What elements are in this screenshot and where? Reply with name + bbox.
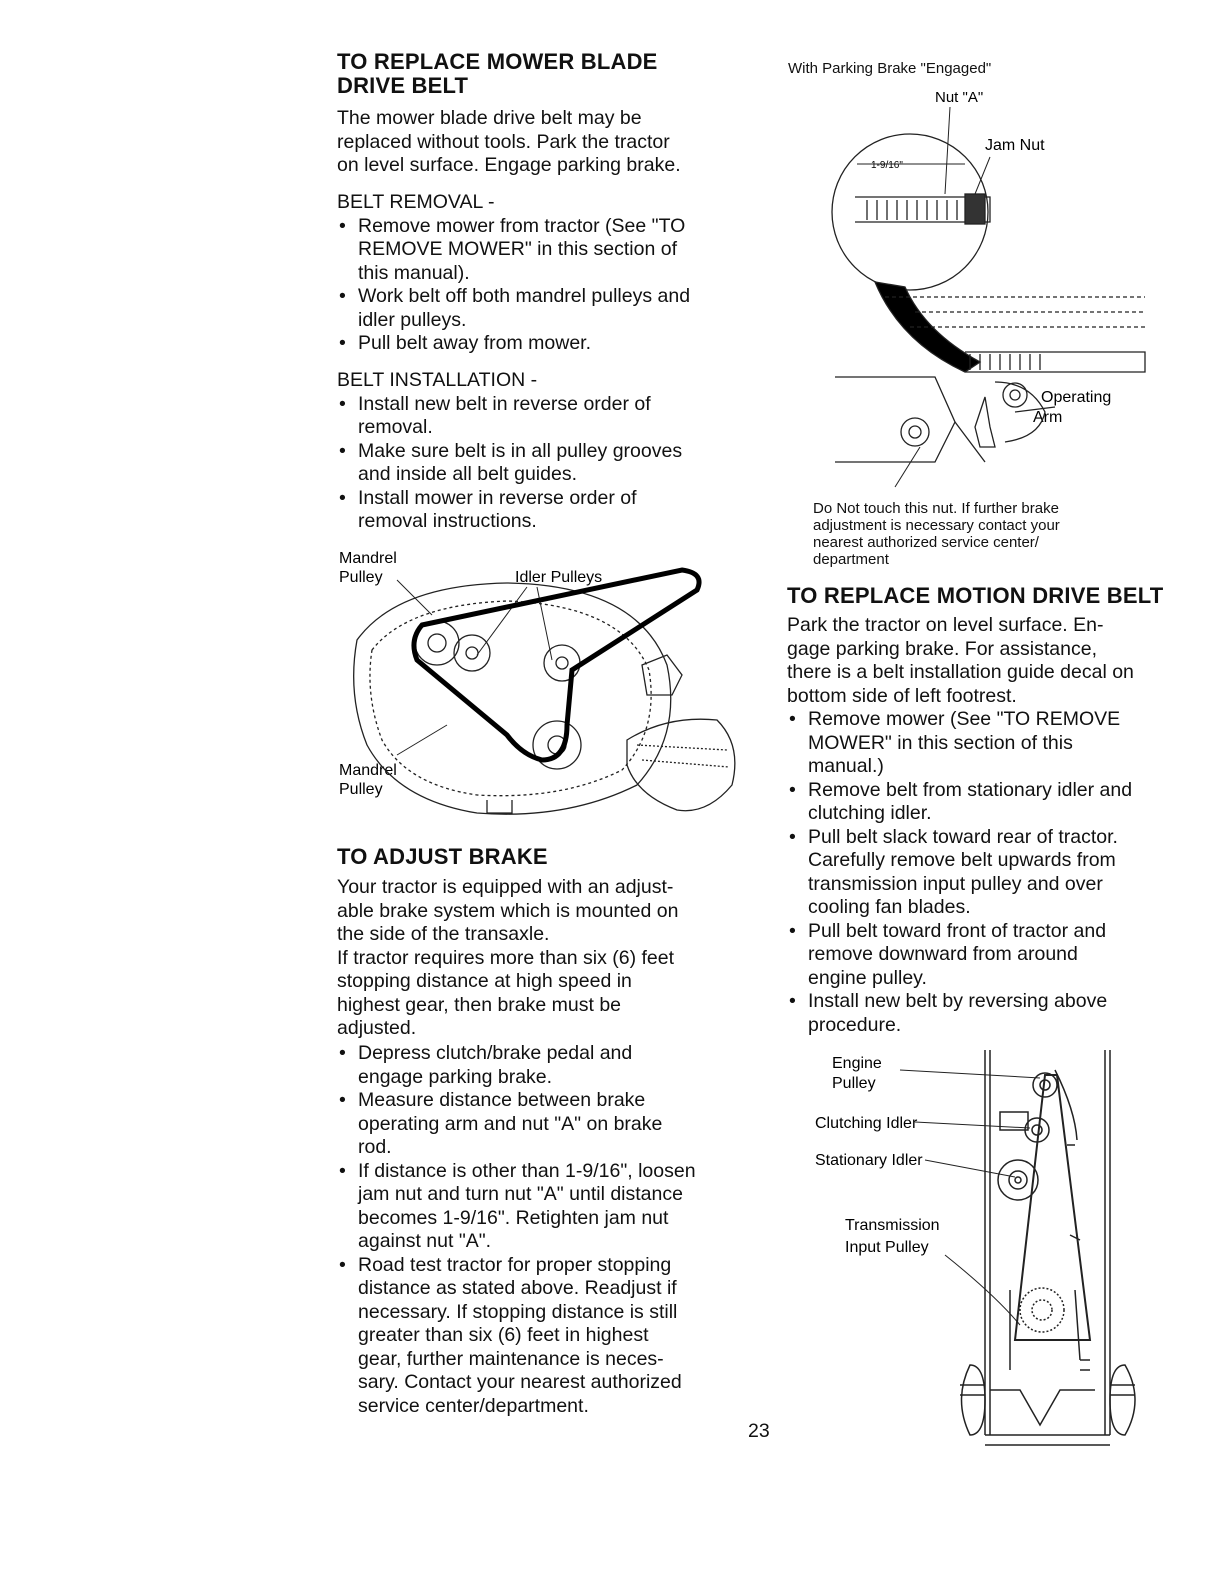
list-item: • Pull belt slack toward rear of tractor. Carefully remove belt upwards from transmission input pulley and over cooling fan blades. <box>787 826 1132 920</box>
list-item: • Depress clutch/brake pedal and engage parking brake. <box>337 1042 696 1089</box>
belt-heading: TO REPLACE MOWER BLADE DRIVE BELT <box>337 49 658 98</box>
belt-intro: The mower blade drive belt may be replaced without tools. Park the tractor on level surface. Engage parking brake. <box>337 107 681 176</box>
list-item: • Remove mower (See "TO REMOVE MOWER" in this section of this manual.) <box>787 708 1132 779</box>
mandrel-pulley-label-top: Mandrel <box>339 550 397 567</box>
mower-deck-drawing <box>354 580 735 814</box>
nut-a-label: Nut "A" <box>935 89 984 106</box>
brake-adjust-diagram <box>815 82 1205 502</box>
dimension-label: 1-9/16" <box>871 160 903 171</box>
operating-arm-label-2: Arm <box>1033 409 1063 426</box>
brake-heading: TO ADJUST BRAKE <box>337 844 548 869</box>
belt-removal-section <box>337 191 690 356</box>
list-item: • Road test tractor for proper stopping distance as stated above. Readjust if necessary. If stopping distance is still greater than six (6) feet in highest gear, further maintenance is neces- sary. Contact your nearest authorized service center/department. <box>337 1254 696 1419</box>
list-item: • Install mower in reverse order of removal instructions. <box>337 487 682 534</box>
transmission-label: Transmission <box>845 1217 940 1234</box>
clutching-idler-label: Clutching Idler <box>815 1115 918 1132</box>
list-item: • Pull belt away from mower. <box>337 332 690 356</box>
mandrel-pulley-label-top-2: Pulley <box>339 569 383 586</box>
stationary-idler-label: Stationary Idler <box>815 1152 923 1169</box>
list-item: • Pull belt toward front of tractor and remove downward from around engine pulley. <box>787 920 1132 991</box>
idler-pulleys-label: Idler Pulleys <box>515 569 603 586</box>
mower-belt-diagram <box>337 545 757 845</box>
list-item: • Install new belt in reverse order of removal. <box>337 393 682 440</box>
motion-belt-heading: TO REPLACE MOTION DRIVE BELT <box>787 583 1164 608</box>
list-item: • Measure distance between brake operating arm and nut "A" on brake rod. <box>337 1089 696 1160</box>
mandrel-pulley-label-bottom-2: Pulley <box>339 781 383 798</box>
drive-train-drawing <box>900 1050 1135 1445</box>
page-number: 23 <box>748 1420 770 1442</box>
engine-pulley-label: Engine <box>832 1055 882 1072</box>
engine-pulley-label-2: Pulley <box>832 1075 876 1092</box>
list-item: • Install new belt by reversing above procedure. <box>787 990 1132 1037</box>
brake-intro: Your tractor is equipped with an adjust- able brake system which is mounted on the side of the transaxle. If tractor requires more than six (6) feet stopping distance at high speed in highest gear, then brake must be adjusted. <box>337 876 679 1039</box>
operating-arm-label: Operating <box>1041 389 1112 406</box>
motion-steps <box>787 708 1132 1037</box>
install-title: BELT INSTALLATION - <box>337 369 538 391</box>
list-item: • Make sure belt is in all pulley grooves and inside all belt guides. <box>337 440 682 487</box>
brake-detail-drawing <box>832 107 1145 487</box>
belt-installation-section <box>337 369 682 534</box>
transmission-label-2: Input Pulley <box>845 1239 929 1256</box>
list-item: • If distance is other than 1-9/16", loosen jam nut and turn nut "A" until distance becomes 1-9/16". Retighten jam nut against nut "A". <box>337 1160 696 1254</box>
motion-intro: Park the tractor on level surface. En- gage parking brake. For assistance, there is a belt installation guide decal on bottom side of left footrest. <box>787 614 1134 707</box>
brake-steps <box>337 1042 696 1418</box>
motion-belt-diagram <box>805 1040 1165 1450</box>
brake-figure-caption: With Parking Brake "Engaged" <box>788 60 992 77</box>
brake-warning: Do Not touch this nut. If further brake adjustment is necessary contact your nearest authorized service center/ department <box>813 500 1060 568</box>
jam-nut-label: Jam Nut <box>985 137 1045 154</box>
list-item: • Work belt off both mandrel pulleys and idler pulleys. <box>337 285 690 332</box>
mandrel-pulley-label-bottom: Mandrel <box>339 762 397 779</box>
removal-title: BELT REMOVAL - <box>337 191 495 213</box>
list-item: • Remove belt from stationary idler and clutching idler. <box>787 779 1132 826</box>
list-item: • Remove mower from tractor (See "TO REMOVE MOWER" in this section of this manual). <box>337 215 690 286</box>
